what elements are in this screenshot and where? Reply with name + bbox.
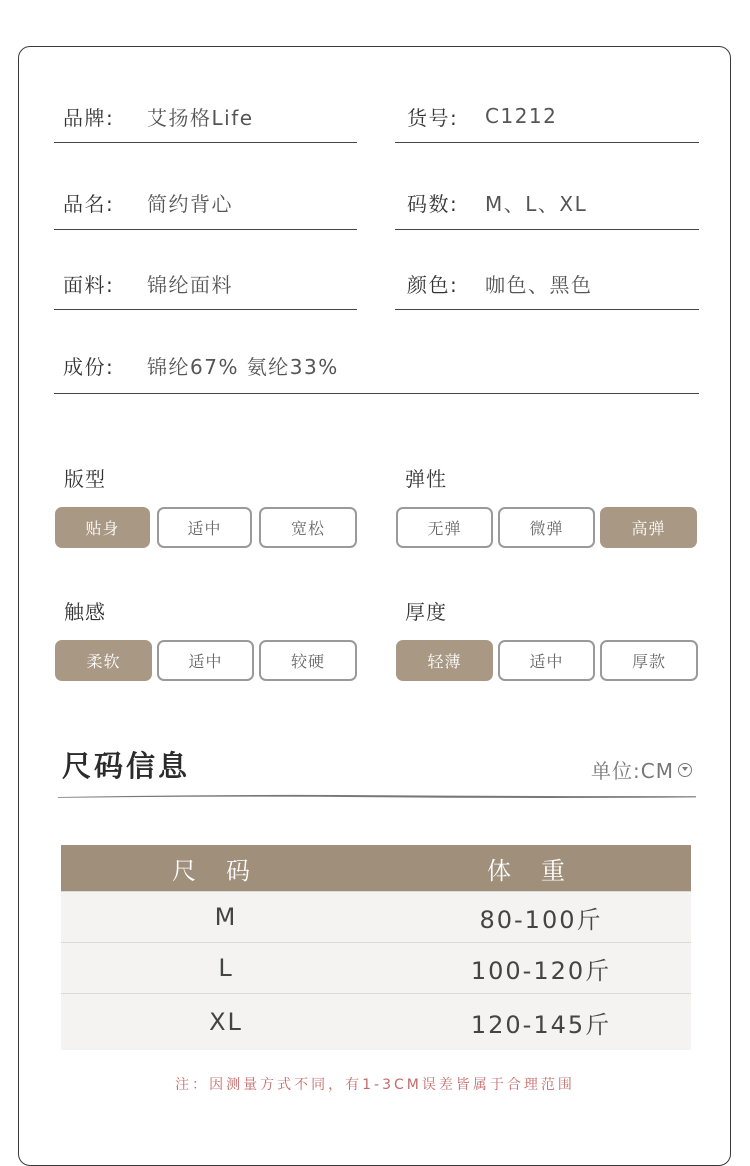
fit-option-fitted[interactable]: 贴身: [55, 507, 150, 548]
touch-option-regular[interactable]: 适中: [157, 640, 254, 681]
unit-label: [591, 755, 692, 784]
field-value: 咖色、黑色: [485, 273, 593, 297]
field-colors: [395, 258, 699, 310]
field-label: 面料:: [63, 273, 115, 297]
size-table-header: [61, 845, 691, 891]
cell-weight: 120-145斤: [470, 1010, 612, 1039]
table-row: [61, 891, 691, 942]
header-weight: 体重: [487, 856, 595, 885]
elasticity-option-high[interactable]: 高弹: [600, 507, 697, 548]
table-row: [61, 993, 691, 1050]
field-label: 品名:: [63, 192, 115, 216]
fit-option-regular[interactable]: 适中: [157, 507, 252, 548]
field-value: 艾扬格Life: [147, 105, 254, 130]
table-row: [61, 942, 691, 993]
field-value: 锦纶67% 氨纶33%: [147, 355, 339, 379]
field-label: 货号:: [407, 105, 459, 130]
field-value: M、L、XL: [485, 192, 588, 216]
cell-weight: 80-100斤: [479, 905, 603, 934]
field-label: 品牌:: [63, 105, 115, 130]
brush-divider: [58, 793, 696, 799]
size-info-heading: 尺码信息: [62, 749, 191, 783]
field-label: 码数:: [407, 192, 459, 216]
cell-size: M: [214, 903, 238, 931]
attr-title-elasticity: 弹性: [405, 467, 447, 491]
field-value: 锦纶面料: [147, 273, 233, 297]
field-label: 颜色:: [407, 273, 459, 297]
cell-size: L: [218, 954, 234, 982]
cell-weight: 100-120斤: [470, 956, 612, 985]
attr-title-thickness: 厚度: [405, 600, 447, 624]
cell-size: XL: [209, 1008, 243, 1036]
field-product-name: [54, 176, 357, 230]
field-item-number: [395, 90, 699, 143]
unit-text: 单位:CM: [591, 759, 674, 783]
fit-option-loose[interactable]: 宽松: [259, 507, 357, 548]
thickness-option-regular[interactable]: 适中: [498, 640, 595, 681]
attr-title-touch: 触感: [64, 600, 106, 624]
attr-title-fit: 版型: [64, 467, 106, 491]
elasticity-option-slight[interactable]: 微弹: [498, 507, 595, 548]
field-sizes: [395, 176, 699, 230]
touch-option-soft[interactable]: 柔软: [55, 640, 152, 681]
thickness-option-thick[interactable]: 厚款: [600, 640, 698, 681]
field-label: 成份:: [63, 355, 115, 379]
field-composition: [54, 338, 699, 394]
chevron-down-icon: [678, 763, 692, 777]
field-brand: [54, 90, 357, 143]
field-fabric: [54, 258, 357, 310]
elasticity-option-none[interactable]: 无弹: [396, 507, 493, 548]
thickness-option-thin[interactable]: 轻薄: [396, 640, 493, 681]
header-size: 尺码: [172, 856, 280, 885]
size-table: [61, 845, 691, 1050]
measurement-note: 注：因测量方式不同，有1-3CM误差皆属于合理范围: [175, 1077, 575, 1093]
touch-option-firm[interactable]: 较硬: [259, 640, 357, 681]
field-value: 简约背心: [147, 192, 233, 216]
field-value: C1212: [485, 104, 558, 128]
